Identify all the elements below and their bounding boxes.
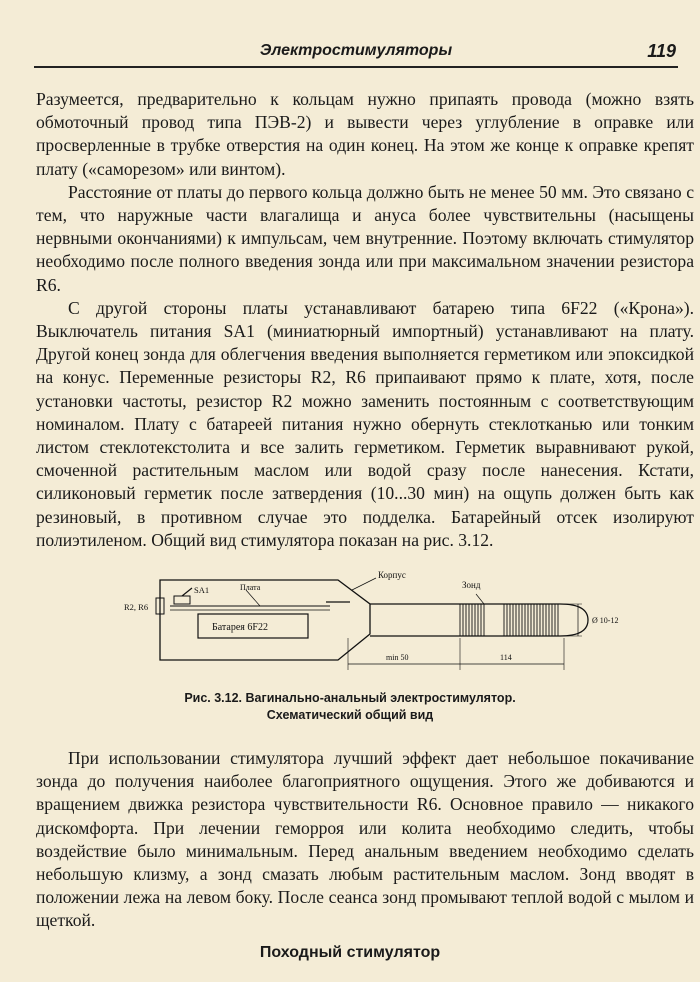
label-probe: Зонд: [462, 580, 481, 590]
paragraph: С другой стороны платы устанавливают батарею типа 6F22 («Крона»). Выключатель питания SA1 (миниатюрный импортный) устанавливают на плату. Другой конец зонда для облегчения введения выполняется герметиком или эпоксидкой на конус. Переменные резисторы R2, R6 припаивают прямо к плате, хотя, после установки частоты, резистор R2 можно заменить постоянным с соответствующим номиналом. Плату с батареей питания нужно обернуть стеклотканью или тонким листом стеклотекстолита и все залить герметиком. Герметик выравнивают рукой, смоченной растительным маслом или водой сразу после нанесения. Кстати, силиконовый герметик после затвердения (10...30 мин) на ощупь должен быть как резиновый, в противном случае это подделка. Батарейный отсек изолируют полиэтиленом. Общий вид стимулятора показан на рис. 3.12.: [36, 297, 694, 550]
label-battery: Батарея 6F22: [212, 622, 268, 633]
section-heading: Походный стимулятор: [259, 944, 441, 961]
body-text-top: [36, 88, 694, 552]
housing-leader: [352, 578, 376, 590]
board-leader: [246, 590, 260, 606]
label-dim-min50: min 50: [386, 653, 409, 662]
probe-ring-2: [504, 604, 558, 636]
figure-caption: [0, 690, 700, 724]
running-title: Электростимуляторы: [259, 42, 453, 59]
body-text-bottom: [36, 747, 694, 933]
switch-sa1: [174, 596, 190, 604]
running-header: [34, 40, 678, 68]
label-switch: SA1: [194, 585, 210, 595]
paragraph: Разумеется, предварительно к кольцам нужно припаять провода (можно взять обмоточный провод типа ПЭВ-2) и вывести через углубление в оправке или просверленные в трубке отверстия на один конец. На этом же конце к оправке крепят плату («саморезом» или винтом).: [36, 89, 694, 179]
label-board: Плата: [240, 583, 261, 592]
figure-stimulator-diagram: [120, 568, 640, 680]
label-housing: Корпус: [378, 570, 406, 580]
label-dim-114: 114: [500, 653, 512, 662]
caption-line-1: Рис. 3.12. Вагинально-анальный электростимулятор.: [184, 691, 516, 705]
paragraph: Расстояние от платы до первого кольца должно быть не менее 50 мм. Это связано с тем, что наружные части влагалища и ануса более чувствительны (насыщены нервными окончаниями) к импульсам, чем внутренние. Поэтому включать стимулятор необходимо после полного введения зонда или при максимальном значении резистора R6.: [36, 181, 694, 295]
switch-lever: [182, 588, 192, 596]
stimulator-drawing: [120, 568, 640, 680]
probe-leader: [476, 594, 484, 604]
page-number: 119: [647, 41, 676, 61]
paragraph: При использовании стимулятора лучший эффект дает небольшое покачивание зонда до получения наиболее благоприятного ощущения. Этого же добиваются и вращением движка резистора чувствительности R6. Основное правило — никакого дискомфорта. При лечении геморроя или колита необходимо следить, чтобы воздействие было минимальным. Перед анальным введением необходимо сделать небольшую клизму, а зонд смазать любым растительным маслом. Зонд вводят в положении лежа на левом боку. После сеанса зонд промывают теплой водой с мылом и щеткой.: [36, 748, 694, 931]
caption-line-2: Схематический общий вид: [266, 708, 434, 722]
label-resistors: R2, R6: [124, 602, 149, 612]
probe-ring-1: [460, 604, 484, 636]
housing-outline: [160, 580, 370, 660]
label-diameter: Ø 10-12: [592, 616, 619, 625]
